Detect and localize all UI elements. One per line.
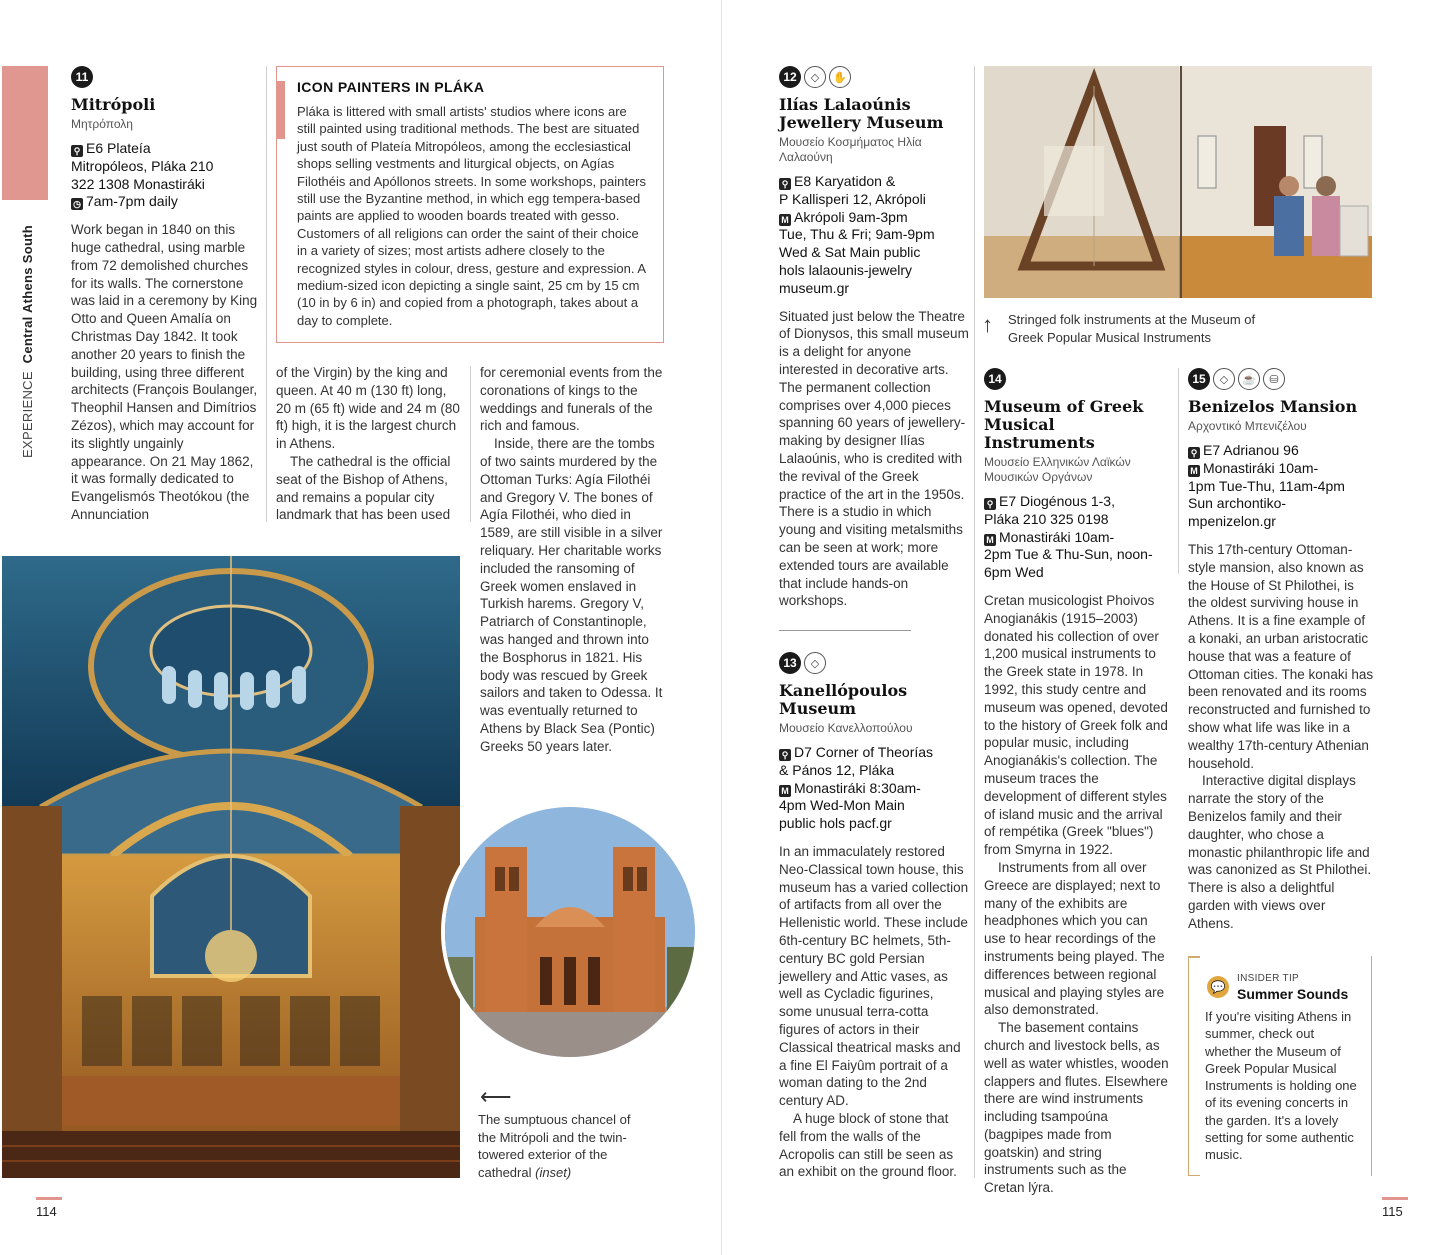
map-pin-icon: ⚲ <box>984 498 996 510</box>
entry-mitropoli <box>71 66 259 524</box>
map-pin-icon: ⚲ <box>779 178 791 190</box>
entry-title: Mitrópoli <box>71 95 156 114</box>
photo-cathedral-exterior <box>441 803 699 1061</box>
entry-greek-name: Μητρόπολη <box>71 117 133 131</box>
map-pin-icon: ⚲ <box>71 145 83 157</box>
column-divider <box>974 66 975 1178</box>
hand-icon: ✋ <box>829 66 851 88</box>
entry-title: Benizelos Mansion <box>1188 397 1358 416</box>
entry-benizelos <box>1188 368 1374 933</box>
entry-body: Work began in 1840 on this huge cathedral, using marble from 72 demolished churches for its walls. The cornerstone was laid in a ceremony by King Otto and Queen Amalía on Christmas Day 1842. It took another 20 years to finish the building, using three different architects (François Boulanger, Theophil Hansen and Dimítrios Zézos), which may account for its slightly ungainly appearance. On 21 May 1862, it was formally dedicated to Evangelismós Theotókou (the Annunciation <box>71 222 258 522</box>
page-number: 114 <box>36 1204 57 1219</box>
entry-greek-name: Μουσείο Κοσμήματος Ηλία Λαλαούνη <box>779 135 922 164</box>
entry-info: ⚲ E7 Adrianou 96 M Monastiráki 10am- 1pm Tue-Thu, 11am-4pm Sun archontiko- mpenizelon.gr <box>1188 442 1345 530</box>
insider-tip-title: Summer Sounds <box>1237 986 1349 1002</box>
insider-tip-box <box>1188 956 1372 1176</box>
column-divider <box>470 366 471 522</box>
exterior-illustration <box>445 807 695 1057</box>
entry-greek-name: Μουσείο Κανελλοπούλου <box>779 721 913 735</box>
entry-body-col3: for ceremonial events from the coronations of kings to the weddings and funerals of the rich and famous. Inside, there are the tombs of two saints murdered by the Ottoman Turks: Agía Filothéi and Gregory V. The bones of Agía Filothéi, who died in 1589, are still visible in a silver reliquary. Her charitable works included the ransoming of Greek women enslaved in Turkish harems. Gregory V, Patriarch of Constantinople, was hanged and thrown into the Bosphorus in 1821. His body was rescued by Greek sailors and taken to Odessa. It was eventually returned to Athens by Black Sea (Pontic) Greeks 50 years later. <box>480 365 663 754</box>
entry-body: This 17th-century Ottoman-style mansion, also known as the House of St Philothei, is the oldest surviving house in Athens. It is a fine example of a konaki, an urban aristocratic house that was a feature of Ottoman cities. The konaki has been renovated and its rooms reconstructed and furnished to show what life was like in a wealthy 17th-century Athenian household. Interactive digital displays narrate the story of the Benizelos family and their daughter, who chose a monastic philanthropic life and was canonized as St Philothei. There is also a delightful garden with views over Athens. <box>1188 541 1374 931</box>
entry-divider <box>779 630 911 631</box>
sidebar-title: ICON PAINTERS IN PLÁKA <box>297 79 485 95</box>
photo-musical-instruments <box>984 66 1372 298</box>
entry-title: Museum of Greek Musical Instruments <box>984 397 1144 452</box>
insider-tip-label: INSIDER TIP <box>1237 973 1300 984</box>
page-number-accent <box>36 1197 62 1200</box>
metro-icon: M <box>1188 465 1200 477</box>
column-divider <box>266 66 267 522</box>
ticket-icon: ◇ <box>1213 368 1235 390</box>
entry-body: Cretan musicologist Phoivos Anogianákis (1915–2003) donated his collection of over 1,200 musical instruments to the Greek state in 1978. In 1992, this study centre and museum was opened, devoted to the history of Greek folk and popular music, including Anogianákis's collection. The museum traces the development of different styles of island music and the arrival of rempétika (Greek "blues") from Smyrna in 1922. Instruments from all over Greece are displayed; next to many of the exhibits are headphones which you can use to hear recordings of the instruments being played. The differences between regional musical and playing styles are also demonstrated. The basement contains church and livestock bells, as well as water whistles, wooden clappers and flutes. Elsewhere there are wind instruments including tsampoúna (bagpipes made from goatskin) and string instruments such as the Cretan lýra. <box>984 592 1169 1196</box>
entry-number-badge: 13 <box>779 652 801 674</box>
entry-number-badge: 12 <box>779 66 801 88</box>
arrow-left-icon: ⟵ <box>480 1084 512 1109</box>
map-pin-icon: ⚲ <box>1188 447 1200 459</box>
entry-greek-name: Μουσείο Ελληνικών Λαϊκών Μουσικών Οργάνων <box>984 455 1131 484</box>
entry-title: Kanellópoulos Museum <box>779 681 908 718</box>
chapter-tab <box>2 66 48 200</box>
entry-title: Ilías Lalaoúnis Jewellery Museum <box>779 95 944 132</box>
museum-illustration <box>984 66 1372 298</box>
map-pin-icon: ⚲ <box>779 749 791 761</box>
left-page <box>0 0 722 1255</box>
clock-icon: ◷ <box>71 198 83 210</box>
metro-icon: M <box>984 534 996 546</box>
sidebar-icon-painters <box>276 66 664 343</box>
page-number: 115 <box>1382 1204 1403 1219</box>
cafe-icon: ☕ <box>1238 368 1260 390</box>
entry-greek-name: Αρχοντικό Μπενιζέλου <box>1188 419 1307 433</box>
entry-body-col2: of the Virgin) by the king and queen. At 40 m (130 ft) long, 20 m (65 ft) wide and 24 m (80 ft) high, it is the largest church in Athens. The cathedral is the official seat of the Bishop of Athens, and remains a popular city landmark that has been used <box>276 365 460 523</box>
entry-body: Situated just below the Theatre of Dionysos, this small museum is a delight for anyone interested in decorative arts. The permanent collection comprises over 4,000 pieces spanning 60 years of jewellery-making by designer Ilías Lalaoúnis, who is credited with the revival of the Greek practice of the art in the 1950s. There is a studio in which young and visiting metalsmiths can be seen at work; more extended tours are available that include hands-on workshops. <box>779 308 969 609</box>
column-divider <box>1178 368 1179 574</box>
page-number-accent <box>1382 1197 1408 1200</box>
entry-info: ⚲ E8 Karyatidon & P Kallisperi 12, Akrópoli M Akrópoli 9am-3pm Tue, Thu & Fri; 9am-9pm Wed & Sat Main public hols lalaounis-jewelry museum.gr <box>779 173 935 296</box>
photo-caption: The sumptuous chancel of the Mitrópoli and the twin-towered exterior of the cathedral (inset) <box>478 1112 631 1180</box>
ticket-icon: ◇ <box>804 652 826 674</box>
speech-bubble-icon: 💬 <box>1207 976 1229 998</box>
entry-body: In an immaculately restored Neo-Classical town house, this museum has a varied collection of artifacts from all over the Hellenistic world. These include 6th-century BC helmets, 5th-century BC gold Persian jewellery and Attic vases, as well as Cycladic figurines, some unusual terra-cotta figures of actors in their Classical theatrical masks and a fine El Faiyûm portrait of a woman dating to the 2nd century AD. A huge block of stone that fell from the walls of the Acropolis can still be seen as an exhibit on the ground floor. <box>779 843 969 1180</box>
entry-kanellopoulos <box>779 652 969 1181</box>
photo-cathedral-chancel <box>2 556 460 1178</box>
section-label: EXPERIENCE Central Athens South <box>20 224 35 458</box>
shop-icon: ⛁ <box>1263 368 1285 390</box>
entry-info: ⚲ E6 Plateía Mitropóleos, Pláka 210 322 1308 Monastiráki ◷ 7am-7pm daily <box>71 140 214 210</box>
metro-icon: M <box>779 214 791 226</box>
entry-lalaounis <box>779 66 969 610</box>
photo-caption: Stringed folk instruments at the Museum of Greek Popular Musical Instruments <box>1008 312 1256 345</box>
entry-number-badge: 15 <box>1188 368 1210 390</box>
sidebar-body: Pláka is littered with small artists' studios where icons are still painted using traditional methods. The best are situated just south of Plateía Mitropóleos, among the ecclesiastical shops selling vestments and liturgical objects, on Agías Filothéis and Apóllonos streets. In some workshops, painters still use the Byzantine method, in which egg tempera-based paints are applied to wooden boards treated with gesso. Customers of all religions can order the saint of their choice in a variety of sizes; most artists adhere closely to the recognized styles in colour, dress, gesture and expression. A medium-sized icon depicting a single saint, 25 cm by 15 cm (10 in by 6 in) and copied from a photograph, takes about a day to complete. <box>297 104 647 328</box>
chancel-illustration <box>2 556 460 1178</box>
metro-icon: M <box>779 785 791 797</box>
insider-tip-body: If you're visiting Athens in summer, check out whether the Museum of Greek Popular Musical Instruments is holding one of its evening concerts in the garden. It's a lovely setting for some authentic music. <box>1205 1009 1357 1163</box>
sidebar-accent-bar <box>277 81 285 139</box>
entry-info: ⚲ D7 Corner of Theorías & Pános 12, Pláka M Monastiráki 8:30am- 4pm Wed-Mon Main public hols pacf.gr <box>779 744 934 832</box>
ticket-icon: ◇ <box>804 66 826 88</box>
entry-number-badge: 11 <box>71 66 93 88</box>
entry-musical-instruments <box>984 368 1170 1197</box>
entry-info: ⚲ E7 Diogénous 1-3, Pláka 210 325 0198 M Monastiráki 10am- 2pm Tue & Thu-Sun, noon- 6pm Wed <box>984 493 1153 581</box>
entry-number-badge: 14 <box>984 368 1006 390</box>
arrow-up-icon: ↑ <box>982 312 993 337</box>
